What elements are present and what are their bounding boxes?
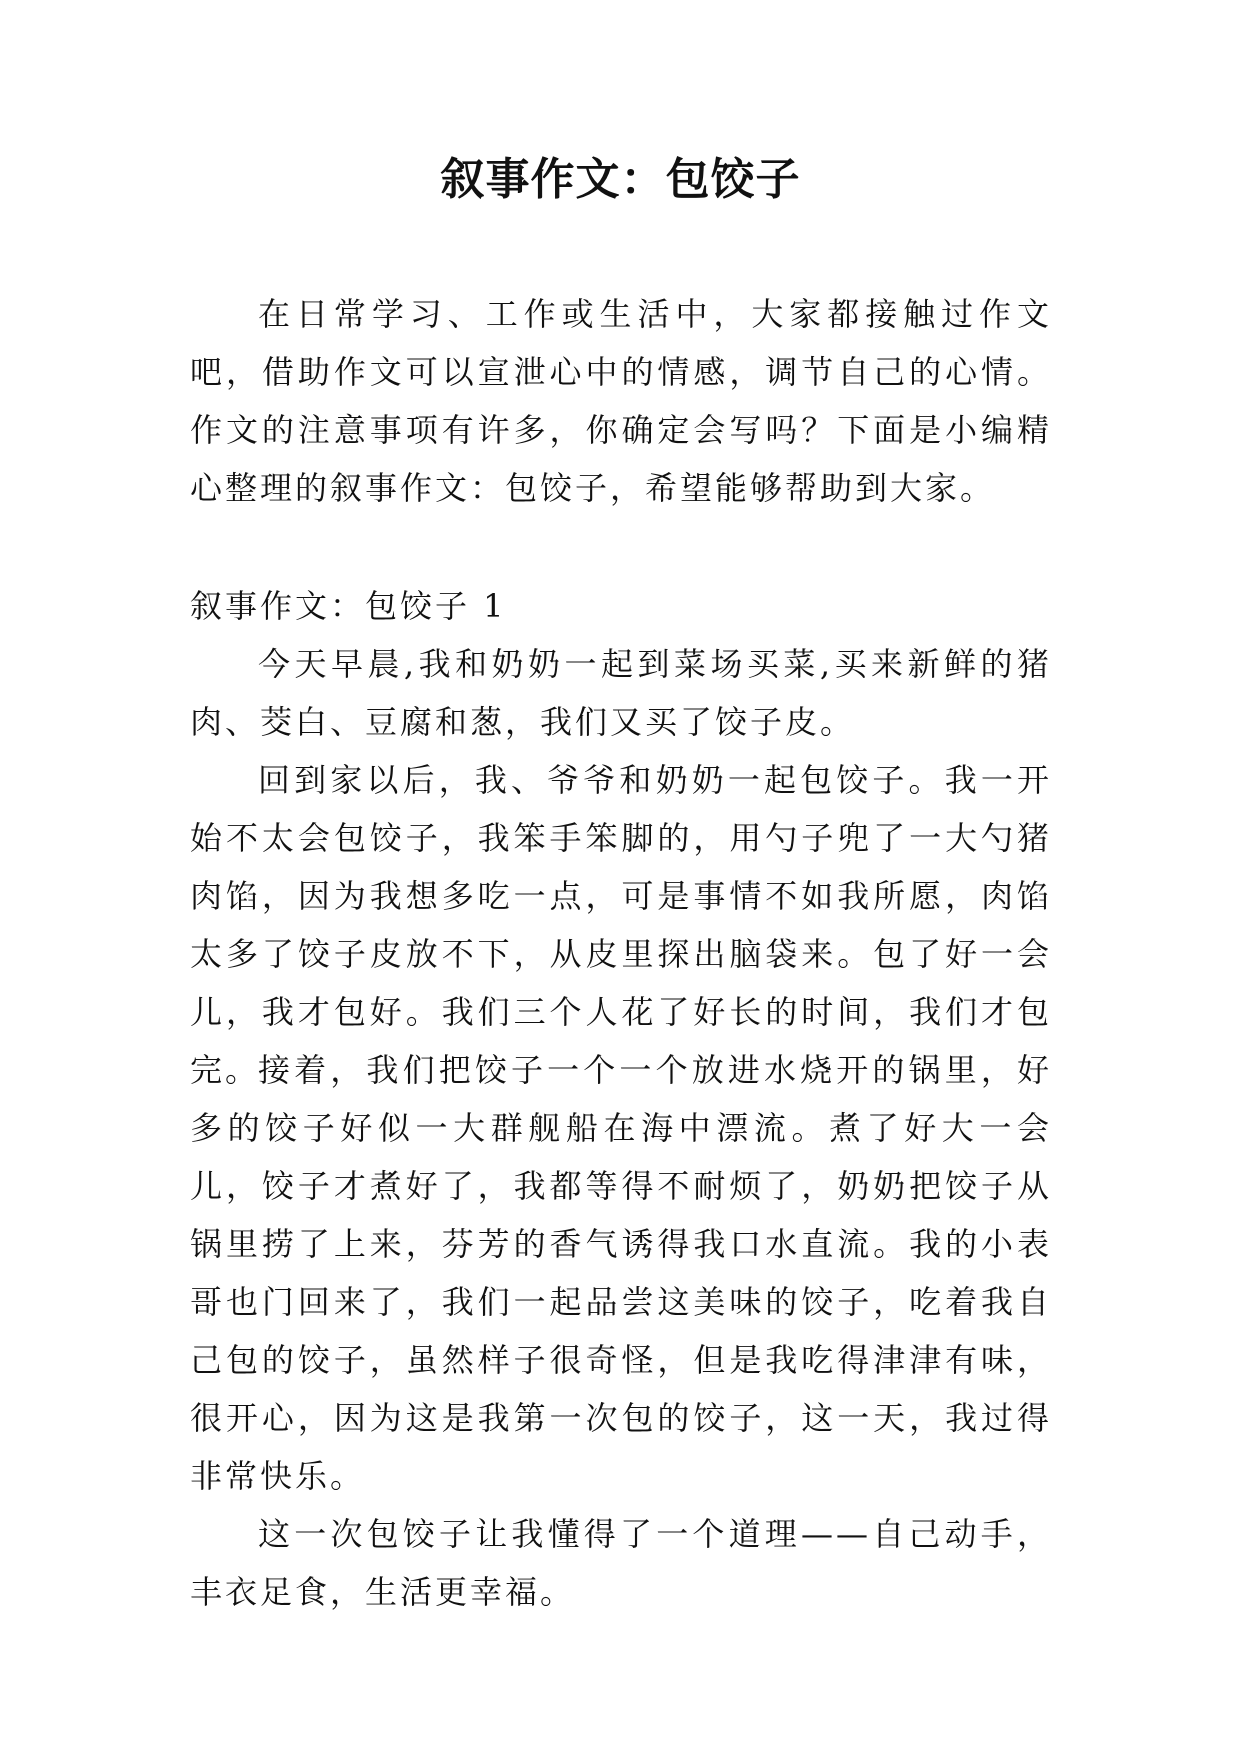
intro-paragraph: 在日常学习、工作或生活中，大家都接触过作文吧，借助作文可以宣泄心中的情感，调节自己的心情。作文的注意事项有许多，你确定会写吗？下面是小编精心整理的叙事作文：包饺子，希望能够帮助到大家。 [190,295,1052,507]
body-paragraph-2: 回到家以后，我、爷爷和奶奶一起包饺子。我一开始不太会包饺子，我笨手笨脚的，用勺子兜了一大勺猪肉馅，因为我想多吃一点，可是事情不如我所愿，肉馅太多了饺子皮放不下，从皮里探出脑袋来。包了好一会儿，我才包好。我们三个人花了好长的时间，我们才包完。 [190,761,1052,1089]
body-paragraph-3: 接着，我们把饺子一个一个放进水烧开的锅里，好多的饺子好似一大群舰船在海中漂流。煮了好大一会儿，饺子才煮好了，我都等得不耐烦了，奶奶把饺子从锅里捞了上来，芬芳的香气诱得我口水直流。我的小表哥也门回来了，我们一起品尝这美味的饺子，吃着我自己包的饺子，虽然样子很奇怪，但是我吃得津津有味，很开心，因为这是我第一次包的饺子，这一天，我过得非常快乐。 [190,1051,1052,1495]
body-paragraph-1: 今天早晨,我和奶奶一起到菜场买菜,买来新鲜的猪肉、茭白、豆腐和葱，我们又买了饺子皮。 [190,645,1052,741]
section-heading: 叙事作文：包饺子 1 [190,587,507,625]
body-paragraph-4: 这一次包饺子让我懂得了一个道理——自己动手，丰衣足食，生活更幸福。 [190,1515,1052,1611]
page-title: 叙事作文：包饺子 [440,154,801,205]
